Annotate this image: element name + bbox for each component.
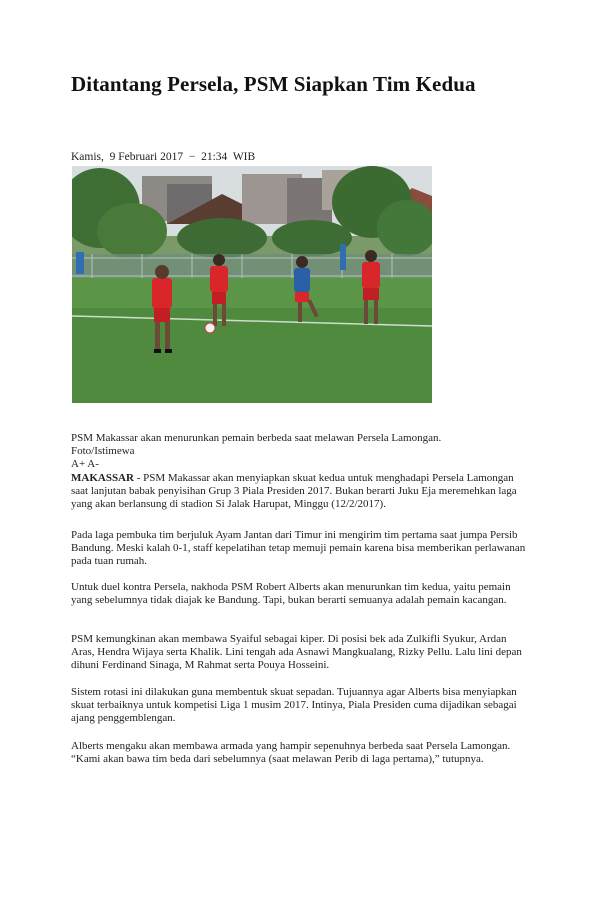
article-location: MAKASSAR (71, 472, 134, 484)
article-photo (72, 166, 432, 403)
article-dateline: Kamis, 9 Februari 2017 − 21:34 WIB (71, 151, 256, 163)
training-photo-illustration (72, 166, 432, 403)
article-headline: Ditantang Persela, PSM Siapkan Tim Kedua (71, 72, 476, 96)
font-size-controls[interactable]: A+ A- (71, 458, 99, 470)
article-paragraph: Sistem rotasi ini dilakukan guna membentuk skuat sepadan. Tujuannya agar Alberts bisa menyiapkan skuat terbaiknya untuk kompetisi Liga 1 musim 2017. Intinya, Piala Presiden cuma dijadikan sebagai ajang penggemblengan. (71, 686, 517, 725)
photo-credit: Foto/Istimewa (71, 445, 135, 457)
photo-caption: PSM Makassar akan menurunkan pemain berbeda saat melawan Persela Lamongan. (71, 432, 442, 444)
article-paragraph: PSM kemungkinan akan membawa Syaiful sebagai kiper. Di posisi bek ada Zulkifli Syukur, Ardan Aras, Hendra Wijaya serta Khalik. Lini tengah ada Asnawi Mangkualang, Rizky Pellu. Lalu lini depan dihuni Ferdinand Sinaga, M Rahmat serta Pouya Hosseini. (71, 633, 522, 672)
article-paragraph: Alberts mengaku akan membawa armada yang hampir sepenuhnya berbeda saat Persela Lamongan. “Kami akan bawa tim beda dari sebelumnya (saat melawan Perib di laga pertama),” tutupnya. (71, 740, 511, 766)
article-paragraph: Untuk duel kontra Persela, nakhoda PSM Robert Alberts akan menurunkan tim kedua, yaitu pemain yang sebelumnya tidak diajak ke Bandung. Tapi, bukan berarti semuanya adalah pemain kacangan. (71, 581, 511, 607)
paragraph-text: - PSM Makassar akan menyiapkan skuat kedua untuk menghadapi Persela Lamongan saat lanjutan babak penyisihan Grup 3 Piala Presiden 2017. Bukan berarti Juku Eja meremehkan laga yang akan berlansung di stadion Si Jalak Harupat, Minggu (12/2/2017). (71, 472, 517, 511)
article-paragraph: Pada laga pembuka tim berjuluk Ayam Jantan dari Timur ini mengirim tim pertama saat jumpa Persib Bandung. Meski kalah 0-1, staff kepelatihan tetap memuji pemain karena bisa memberikan perlawanan pada tuan rumah. (71, 529, 526, 568)
article-paragraph (71, 472, 527, 512)
